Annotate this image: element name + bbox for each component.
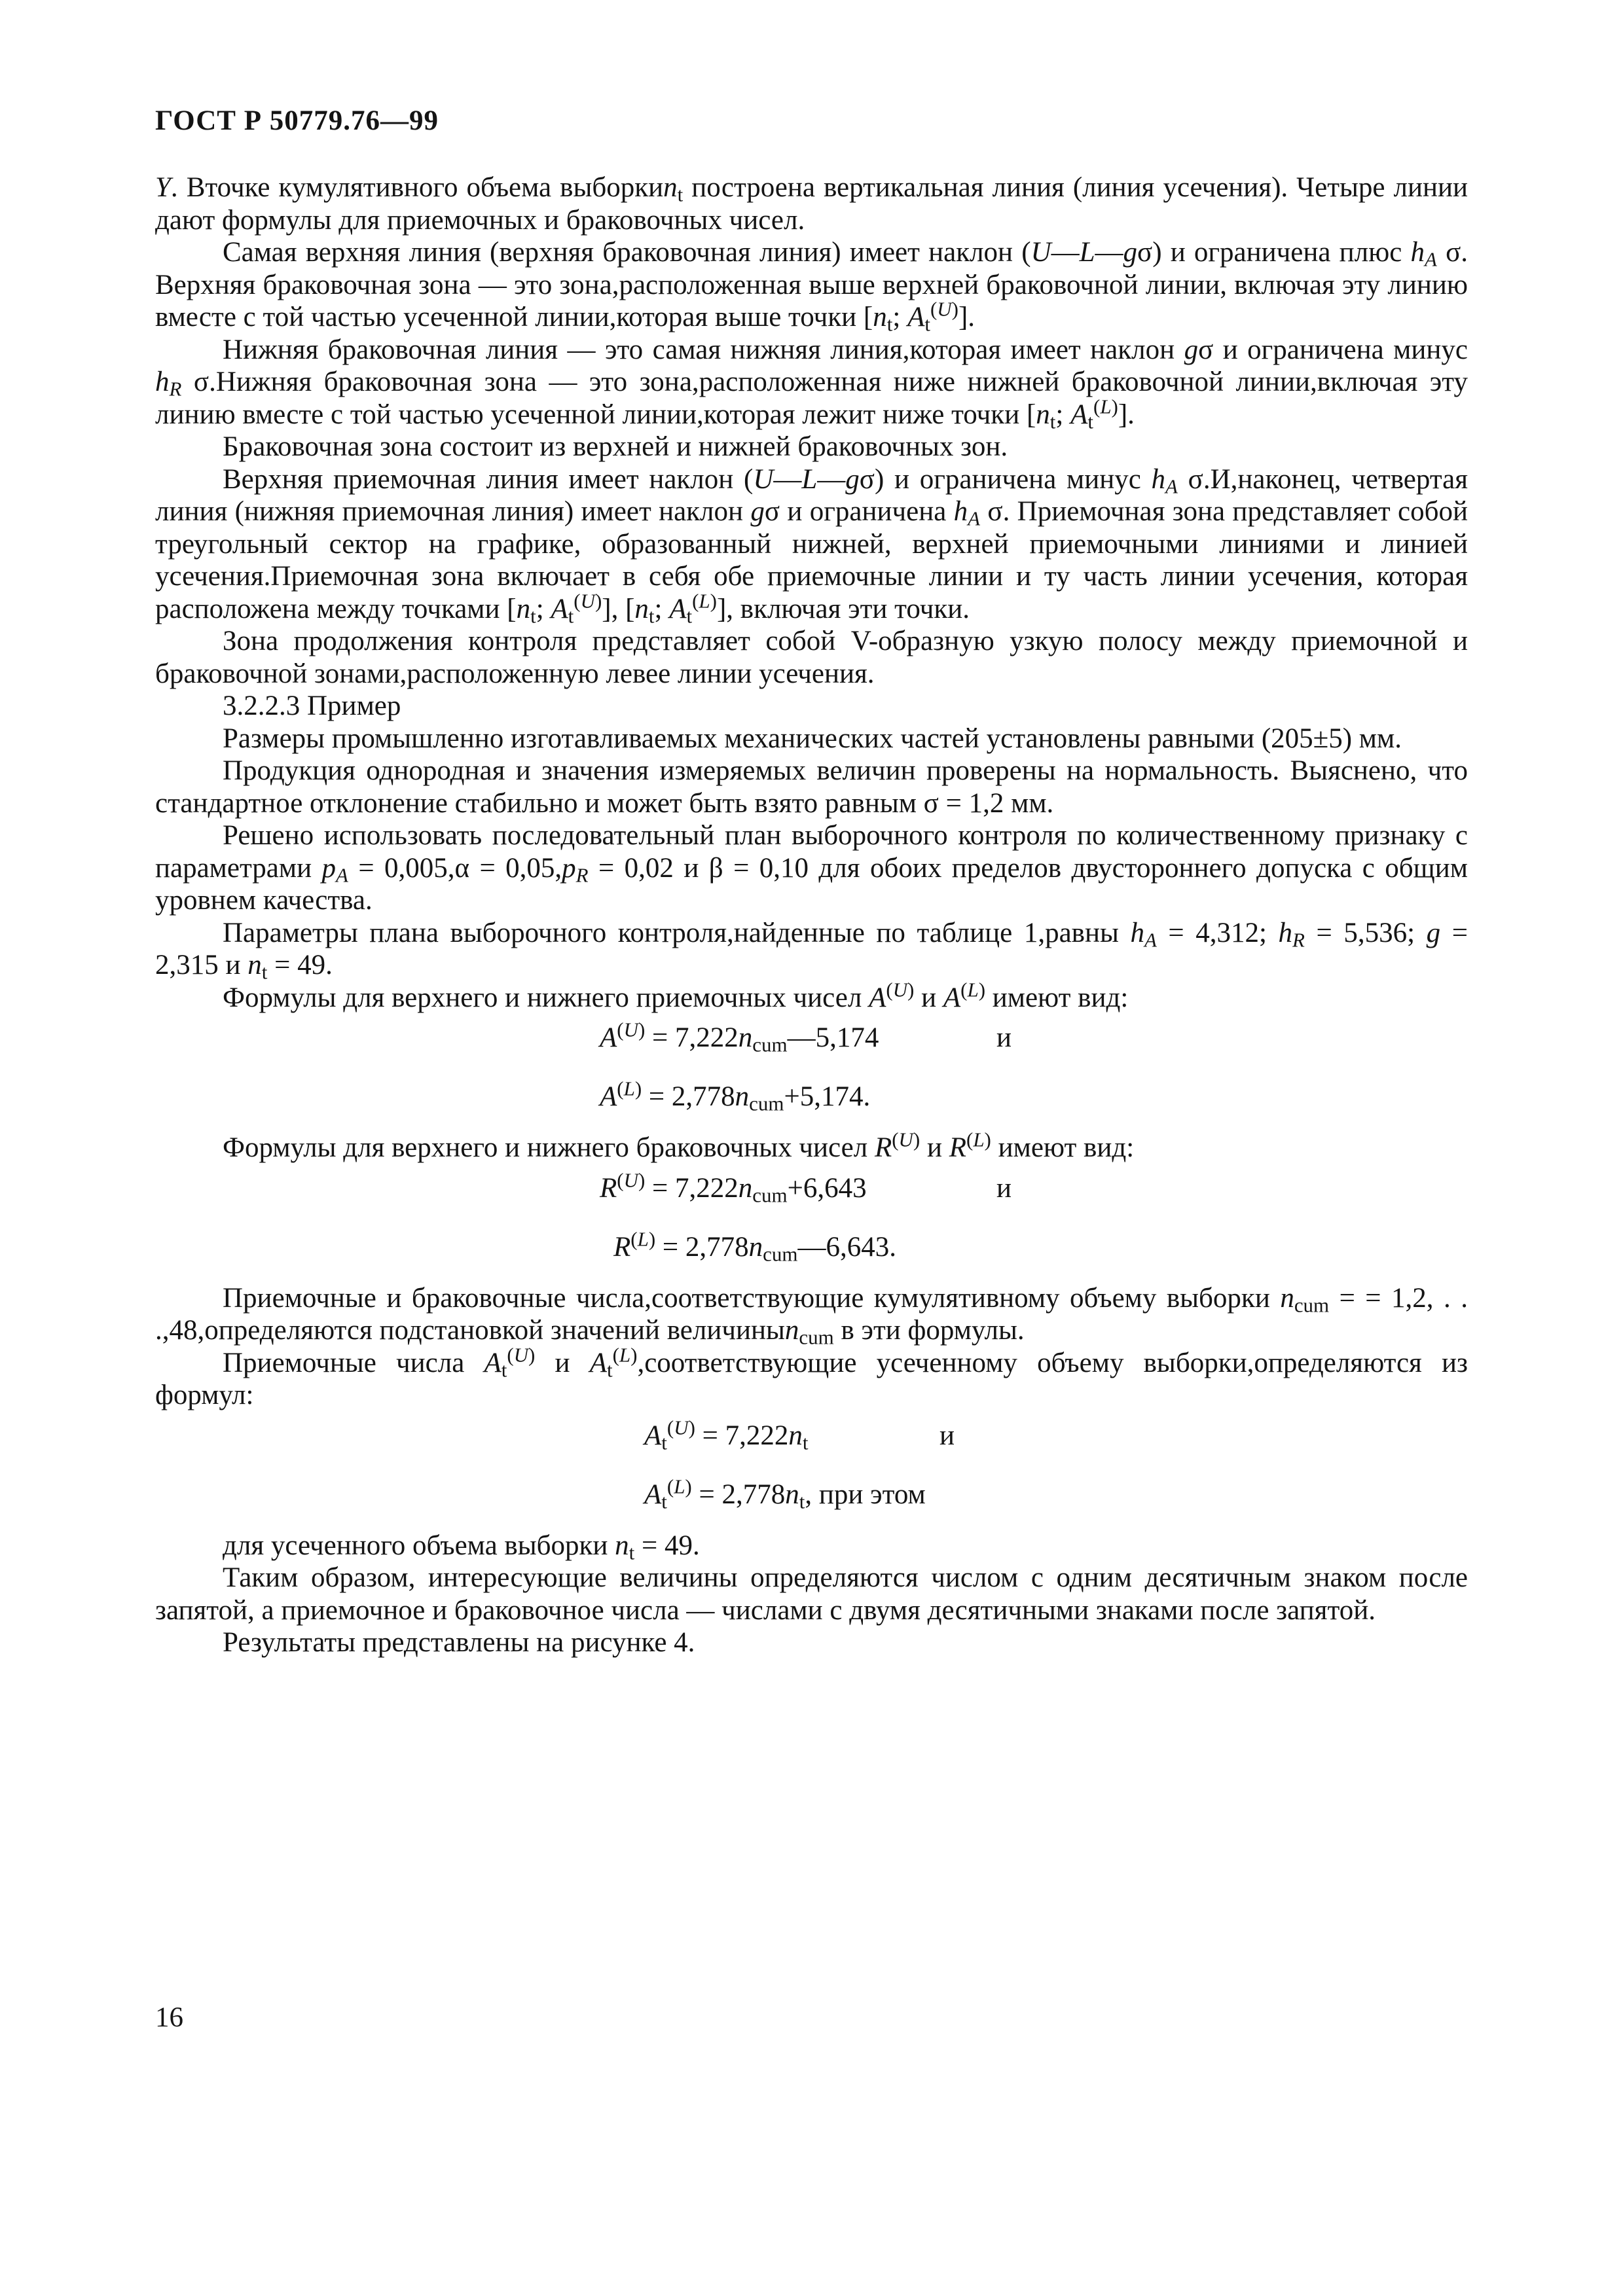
paragraph: для усеченного объема выборки $n_t = 49$. — [223, 1530, 700, 1564]
formula-truncated-upper: $A_t^{(U)} = 7,222n_t$ и — [644, 1416, 955, 1454]
paragraph: Нижняя браковочная линия — это самая нижняя линия,которая имеет наклон gσ и ограничена минус $h_R$ σ.Нижняя браковочная зона — это зона,расположенная ниже нижней браковочной линии,включая эту линию вместе с той частью усеченной линии,которая лежит ниже точки [$n_t$; $A_t^{(L)}$]. — [155, 334, 1468, 433]
formula-acceptance-lower: $A^{(L)} = 2,778n_{cum}+5,174$. — [600, 1077, 871, 1115]
paragraph: Приемочные и браковочные числа,соответствующие кумулятивному объему выборки $n_{cum}$ = = 1,2, . . .,48,определяются подстановкой значений величиныn$_{cum}$ в эти формулы. — [155, 1282, 1468, 1349]
formula-rejection-lower: $R^{(L)}$ = $2,778n_{cum}—6,643$. — [613, 1227, 896, 1266]
formula-truncated-lower: $A_t^{(L)} = 2,778n_t$, при этом — [644, 1475, 926, 1513]
formula-conjunction: и — [996, 1172, 1012, 1204]
paragraph: Параметры плана выборочного контроля,найденные по таблице 1,равны $h_A = 4,312$; $h_R = 5,536$; g = 2,315 и $n_t = 49$. — [155, 917, 1468, 984]
paragraph: Приемочные числа $A_t^{(U)}$ и $A_t^{(L)},соответствующие$ усеченному объему выборки,определяются из формул: — [155, 1343, 1468, 1410]
formula-acceptance-upper: $A^{(U)}$ = $7,222n_{cum}—5,174$ и — [600, 1018, 1012, 1056]
section-heading: 3.2.2.3 Пример — [223, 691, 401, 721]
paragraph: Результаты представлены на рисунке 4. — [223, 1627, 695, 1658]
paragraph: Верхняя приемочная линия имеет наклон (U—L—gσ) и ограничена минус $h_A$ σ.И,наконец, четвертая линия (нижняя приемочная линия) имеет наклон gσ и ограничена $h_A$ σ. Приемочная зона представляет собой треугольный сектор на графике, образованный нижней, верхней приемочными линиями и линией усечения.Приемочная зона включает в себя обе приемочные линии и ту часть линии усечения, которая расположена между точками [$n_t$; $A_t^{(U)}$], [$n_t$; $A_t^{(L)}$], включая эти точки. — [155, 463, 1468, 628]
paragraph: Решено использовать последовательный план выборочного контроля по количественному признаку с параметрами $p_A = 0,005,\alpha = 0,05,p_R = 0,02$ и β = 0,10 для обоих пределов двустороннего допуска с общим уровнем качества. — [155, 820, 1468, 916]
paragraph: Формулы для верхнего и нижнего приемочных чисел $A^{(U)}$ и $A^{(L)}$ имеют вид: — [223, 978, 1129, 1013]
formula-rejection-upper: $R^{(U)} = 7,222n_{cum}+6,643$ и — [600, 1168, 1012, 1207]
paragraph: Размеры промышленно изготавливаемых механических частей установлены равными (205±5) мм. — [223, 723, 1402, 754]
paragraph: Продукция однородная и значения измеряемых величин проверены на нормальность. Выяснено, что стандартное отклонение стабильно и может быть взято равным σ = 1,2 мм. — [155, 755, 1468, 819]
formula-conjunction: и — [996, 1022, 1012, 1053]
paragraph: Браковочная зона состоит из верхней и нижней браковочных зон. — [223, 431, 1008, 462]
paragraph: Зона продолжения контроля представляет собой V-образную узкую полосу между приемочной и браковочной зонами,расположенную левее линии усечения. — [155, 626, 1468, 689]
paragraph: Y. Вточке кумулятивного объема выборкиn$_t$ построена вертикальная линия (линия усечения). Четыре линии дают формулы для приемочных и браковочных чисел. — [155, 172, 1468, 236]
formula-conjunction: и — [939, 1420, 955, 1451]
document-header: ГОСТ Р 50779.76—99 — [155, 105, 439, 136]
paragraph: Самая верхняя линия (верхняя браковочная линия) имеет наклон (U—L—gσ) и ограничена плюс $h_A$ σ. Верхняя браковочная зона — это зона,расположенная выше верхней браковочной линии, включая эту линию вместе с той частью усеченной линии,которая выше точки [$n_t$; $A_t^{(U)}$]. — [155, 237, 1468, 336]
document-body — [155, 171, 1468, 1659]
paragraph: Таким образом, интересующие величины определяются числом с одним десятичным знаком после запятой, а приемочное и браковочное числа — числами с двумя десятичными знаками после запятой. — [155, 1562, 1468, 1626]
page-number: 16 — [155, 2002, 183, 2033]
paragraph: Формулы для верхнего и нижнего браковочных чисел $R^{(U)}$ и $R^{(L)}$ имеют вид: — [223, 1128, 1135, 1163]
